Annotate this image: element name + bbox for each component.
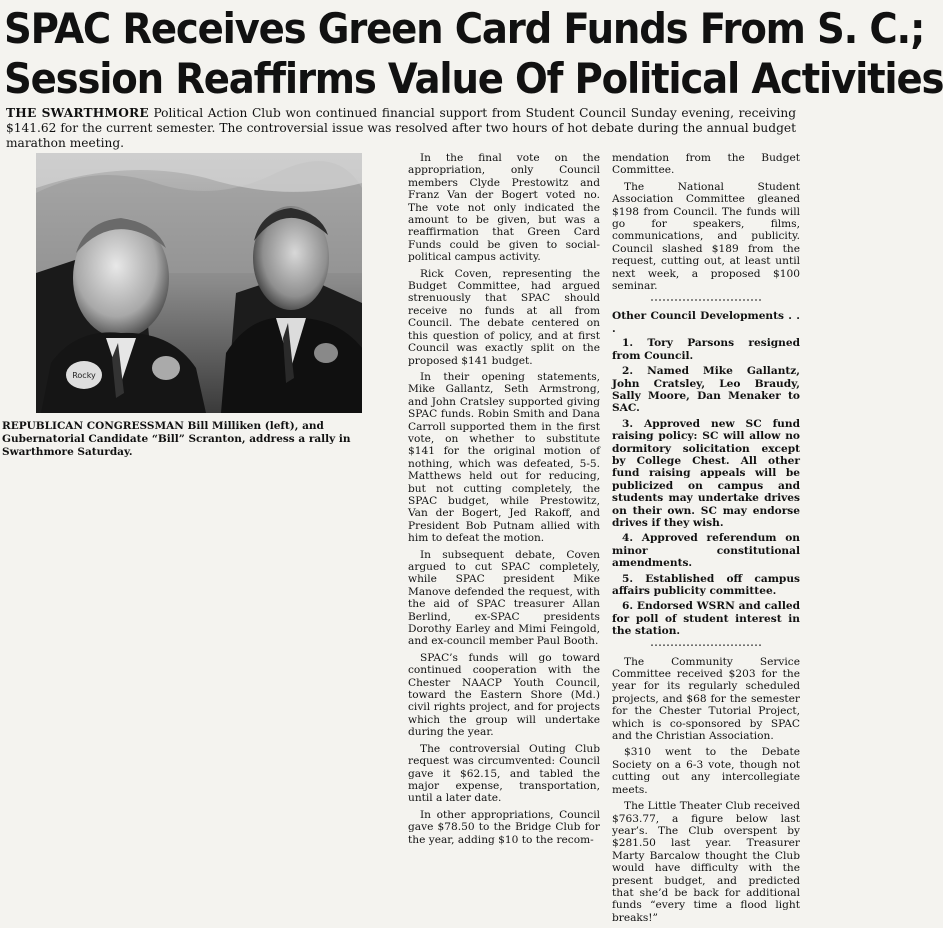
column-3-paragraph-1: mendation from the Budget Committee. — [612, 152, 800, 177]
article-column-2 — [408, 152, 600, 850]
council-development-item: 3. Approved new SC fund raising policy: SC will allow no dormitory solicitation except by College Chest. All other fund raising appeals will be publicized on campus and students may undertake drives on their own. SC may endorse drives if they wish. — [612, 417, 800, 529]
headline — [4, 4, 943, 104]
column-3-paragraph-5: The Little Theater Club received $763.77, a figure below last year’s. The Club overspent by $281.50 last year. Treasurer Marty Barcalow thought the Club would have difficulty with the present budget, and predicted that she’d be back for additional funds “every time a flood light breaks!” — [612, 800, 800, 924]
column-3-paragraph-2: The National Student Association Committee gleaned $198 from Council. The funds will go for speakers, films, communications, and publicity. Council slashed $189 from the request, cutting out, at least until next week, a proposed $100 seminar. — [612, 180, 800, 293]
column-2-paragraph-7: In other appropriations, Council gave $78.50 to the Bridge Club for the year, adding $10 to the recom- — [408, 808, 600, 846]
council-developments-heading: Other Council Developments . . . — [612, 310, 800, 335]
column-2-paragraph-2: Rick Coven, representing the Budget Committee, had argued strenuously that SPAC should receive no funds at all from Council. The debate centered on this question of policy, and at first Council was exactly split on the proposed $141 budget. — [408, 267, 600, 367]
column-3-paragraph-4: $310 went to the Debate Society on a 6-3 vote, though not cutting out any intercollegiate meets. — [612, 746, 800, 796]
rally-photo — [36, 153, 362, 413]
lede-text: Political Action Club won continued financial support from Student Council Sunday evening, receiving $141.62 for the current semester. The controversial issue was resolved after two hours of hot debate during the annual budget marathon meeting. — [6, 106, 797, 150]
column-3-paragraph-3: The Community Service Committee received $203 for the year for its regularly scheduled projects, and $68 for the semester for the Chester Tutorial Project, which is co-sponsored by SPAC and the Christian Association. — [612, 655, 800, 743]
council-development-item: 1. Tory Parsons resigned from Council. — [612, 337, 800, 362]
lede-paragraph — [6, 106, 796, 151]
headline-line-2: Session Reaffirms Value Of Political Activities — [4, 54, 943, 103]
column-2-paragraph-1: In the final vote on the appropriation, only Council members Clyde Prestowitz and Franz Van der Bogert voted no. The vote not only indicated the amount to be given, but was a reaffirmation that Green Card Funds could be given to social-political campus activity. — [408, 152, 600, 264]
section-divider — [651, 297, 761, 302]
council-development-item: 4. Approved referendum on minor constitutional amendments. — [612, 532, 800, 570]
column-2-paragraph-5: SPAC’s funds will go toward continued cooperation with the Chester NAACP Youth Council, toward the Eastern Shore (Md.) civil rights project, and for projects which the group will undertake during the year. — [408, 651, 600, 739]
photo-caption: REPUBLICAN CONGRESSMAN Bill Milliken (left), and Gubernatorial Candidate “Bill” Scranton, address a rally in Swarthmore Saturday. — [2, 420, 351, 458]
column-2-paragraph-3: In their opening statements, Mike Gallantz, Seth Armstrong, and John Cratsley supported giving SPAC funds. Robin Smith and Dana Carroll supported them in the first vote, on whether to substitute $141 for the original motion of nothing, which was defeated, 5-5. Matthews held out for reducing, but not cutting completely, the SPAC budget, while Prestowitz, Van der Bogert, Jed Rakoff, and President Bob Putnam allied with him to defeat the motion. — [408, 370, 600, 545]
council-development-item: 2. Named Mike Gallantz, John Cratsley, Leo Braudy, Sally Moore, Dan Menaker to SAC. — [612, 365, 800, 415]
campaign-button-text: Rocky — [72, 371, 96, 380]
headline-line-1: SPAC Receives Green Card Funds From S. C.; — [4, 4, 925, 53]
rally-photo-image — [36, 153, 362, 413]
column-2-paragraph-4: In subsequent debate, Coven argued to cut SPAC completely, while SPAC president Mike Manove defended the request, with the aid of SPAC treasurer Allan Berlind, ex-SPAC presidents Dorothy Earley and Mimi Feingold, and ex-council member Paul Booth. — [408, 548, 600, 648]
council-development-item: 5. Established off campus affairs publicity committee. — [612, 572, 800, 597]
column-2-paragraph-6: The controversial Outing Club request was circumvented: Council gave it $62.15, and tabled the major expense, transportation, until a later date. — [408, 742, 600, 805]
section-divider — [651, 643, 761, 648]
lede-lead-caps: THE SWARTHMORE — [6, 106, 149, 120]
council-development-item: 6. Endorsed WSRN and called for poll of student interest in the station. — [612, 600, 800, 638]
council-developments — [612, 310, 800, 637]
article-column-3 — [612, 152, 800, 928]
